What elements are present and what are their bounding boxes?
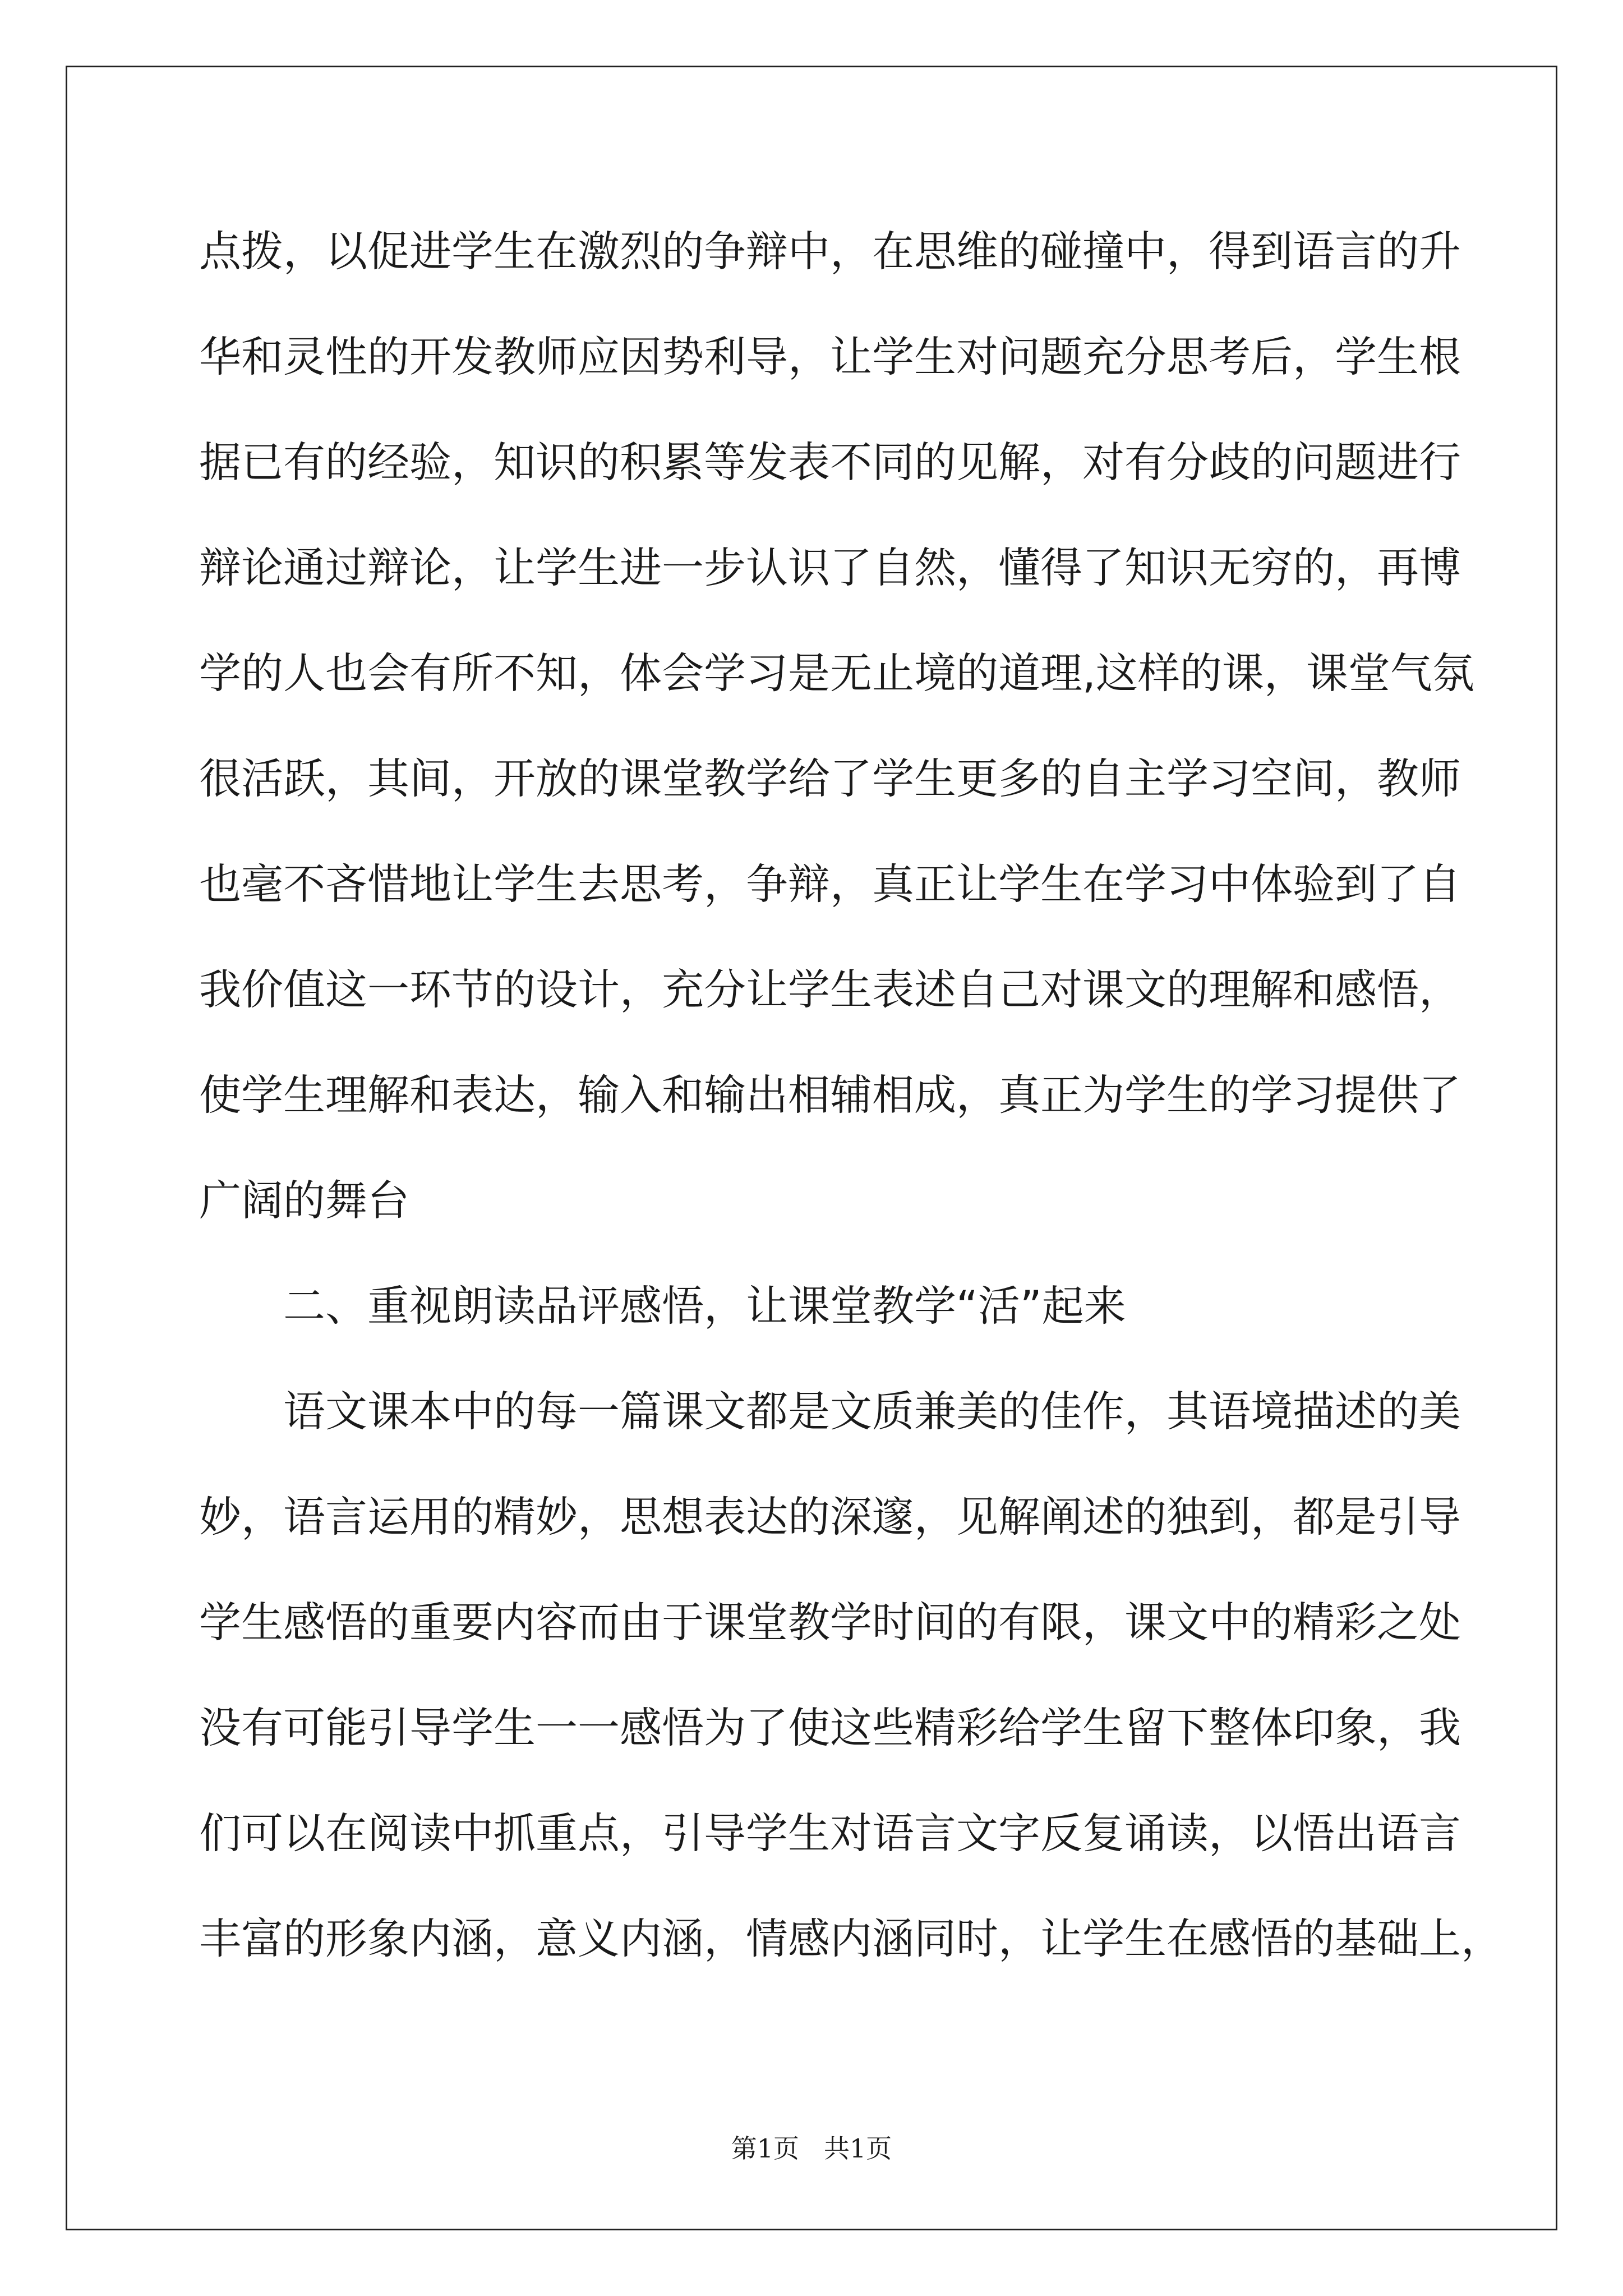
text-line: 丰富的形象内涵，意义内涵，情感内涵同时，让学生在感悟的基础上， bbox=[199, 1914, 1504, 1963]
text-line: 辩论通过辩论，让学生进一步认识了自然，懂得了知识无穷的，再博 bbox=[199, 543, 1461, 592]
document-body bbox=[199, 218, 1504, 2010]
text-line: 没有可能引导学生一一感悟为了使这些精彩给学生留下整体印象，我 bbox=[199, 1703, 1461, 1752]
page-footer bbox=[0, 2132, 1623, 2165]
text-line: 广阔的舞台 bbox=[199, 1176, 410, 1225]
page-number-current: 第1页 bbox=[731, 2133, 799, 2164]
text-line: 学的人也会有所不知，体会学习是无止境的道理,这样的课，课堂气氛 bbox=[199, 648, 1474, 698]
text-line: 使学生理解和表达，输入和输出相辅相成，真正为学生的学习提供了 bbox=[199, 1070, 1461, 1120]
section-heading: 二、重视朗读品评感悟，让课堂教学“活”起来 bbox=[283, 1281, 1126, 1331]
page-number-total: 共1页 bbox=[824, 2133, 892, 2164]
text-line: 据已有的经验，知识的积累等发表不同的见解，对有分歧的问题进行 bbox=[199, 438, 1461, 487]
text-line: 点拨，以促进学生在激烈的争辩中，在思维的碰撞中，得到语言的升 bbox=[199, 227, 1461, 276]
text-line: 我价值这一环节的设计，充分让学生表述自己对课文的理解和感悟， bbox=[199, 965, 1461, 1014]
text-line: 妙，语言运用的精妙，思想表达的深邃，见解阐述的独到，都是引导 bbox=[199, 1492, 1461, 1542]
text-line: 也毫不吝惜地让学生去思考，争辩，真正让学生在学习中体验到了自 bbox=[199, 859, 1461, 909]
text-line: 语文课本中的每一篇课文都是文质兼美的佳作，其语境描述的美 bbox=[283, 1387, 1461, 1436]
text-line: 学生感悟的重要内容而由于课堂教学时间的有限，课文中的精彩之处 bbox=[199, 1598, 1461, 1647]
text-line: 华和灵性的开发教师应因势利导，让学生对问题充分思考后，学生根 bbox=[199, 332, 1461, 381]
text-line: 们可以在阅读中抓重点，引导学生对语言文字反复诵读，以悟出语言 bbox=[199, 1809, 1461, 1858]
text-line: 很活跃，其间，开放的课堂教学给了学生更多的自主学习空间，教师 bbox=[199, 754, 1461, 803]
